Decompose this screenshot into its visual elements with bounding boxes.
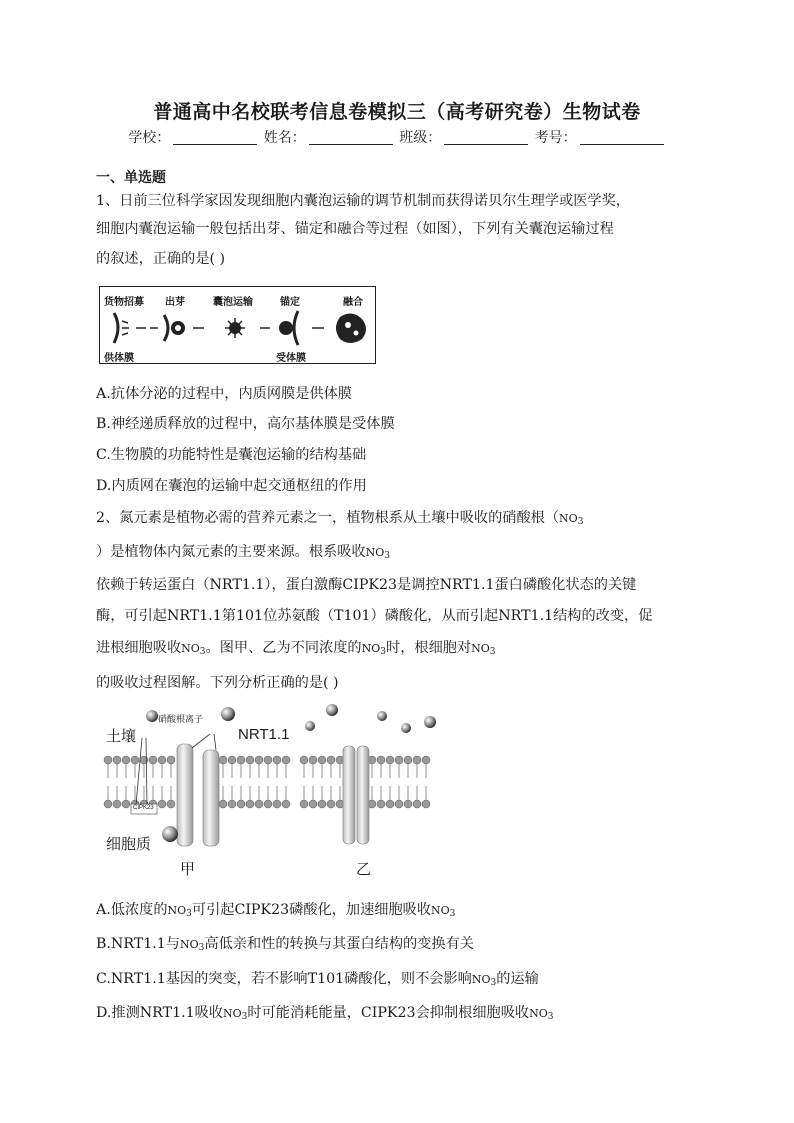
nrt-transport-figure xyxy=(100,700,440,882)
q2-option-a-part2: 可引起CIPK23磷酸化，加速细胞吸收 xyxy=(191,902,432,918)
no3-label: NO xyxy=(180,938,199,951)
q2-line1-text: 2、氮元素是植物必需的营养元素之一，植物根系从土壤中吸收的硝酸根（ xyxy=(96,510,560,526)
vesicle-transport-figure xyxy=(99,286,376,364)
q2-option-a[interactable] xyxy=(96,899,455,919)
q2-line5 xyxy=(96,637,496,657)
q1-line1: 1、日前三位科学家因发现细胞内囊泡运输的调节机制而获得诺贝尔生理学或医学奖， xyxy=(96,193,630,209)
no3-label: NO xyxy=(361,642,381,655)
q2-option-c-part2: 的运输 xyxy=(496,971,539,987)
no3-label: NO xyxy=(559,512,578,525)
no3-sub: 3 xyxy=(186,909,192,919)
q2-option-b-part2: 高低亲和性的转换与其蛋白结构的变换有关 xyxy=(204,936,474,952)
q1-option-c[interactable]: C.生物膜的功能特性是囊泡运输的结构基础 xyxy=(96,447,367,463)
no3-label: NO xyxy=(181,642,200,655)
section-title: 一、单选题 xyxy=(96,170,166,186)
no3-sub: 3 xyxy=(380,647,386,657)
fig2-label-jia: 甲 xyxy=(180,860,196,878)
q2-line5-a: 进根细胞吸收 xyxy=(96,640,182,656)
fig1-label-recruit: 货物招募 xyxy=(104,297,144,308)
q1-option-a[interactable]: A.抗体分泌的过程中，内质网膜是供体膜 xyxy=(96,386,352,402)
no3-label: NO xyxy=(167,904,187,917)
page-title: 普通高中名校联考信息卷模拟三（高考研究卷）生物试卷 xyxy=(153,101,641,123)
q2-option-d-part1: D.推测NRT1.1吸收 xyxy=(96,1005,224,1021)
no3-label: NO xyxy=(471,973,491,986)
fig1-label-bud: 出芽 xyxy=(165,297,185,308)
class-field[interactable] xyxy=(444,130,528,145)
id-label: 考号： xyxy=(534,130,577,146)
fig2-label-soil: 土壤 xyxy=(106,727,137,745)
no3-sub: 3 xyxy=(547,1012,554,1022)
no3-label: NO xyxy=(431,904,450,917)
no3-sub: 3 xyxy=(577,517,584,527)
fig1-label-acceptor: 受体膜 xyxy=(276,353,306,364)
q1-option-d[interactable]: D.内质网在囊泡的运输中起交通枢纽的作用 xyxy=(96,478,367,494)
fig1-drawing xyxy=(100,287,374,362)
student-info-row xyxy=(0,127,794,147)
no3-sub: 3 xyxy=(449,909,456,919)
q2-option-d-part2: 时可能消耗能量，CIPK23会抑制根细胞吸收 xyxy=(247,1005,530,1021)
q2-line2 xyxy=(96,541,390,561)
q2-line6: 的吸收过程图解。下列分析正确的是( ) xyxy=(96,675,339,691)
q2-line2-text: ）是植物体内氮元素的主要来源。根系吸收 xyxy=(96,544,366,560)
no3-sub: 3 xyxy=(199,647,206,657)
id-field[interactable] xyxy=(580,130,664,145)
name-field[interactable] xyxy=(309,130,393,145)
fig2-label-nrt: NRT1.1 xyxy=(238,726,290,743)
name-label: 姓名： xyxy=(263,130,306,146)
q2-line1 xyxy=(96,507,583,527)
q1-line2: 细胞内囊泡运输一般包括出芽、锚定和融合等过程（如图），下列有关囊泡运输过程 xyxy=(96,221,614,237)
no3-sub: 3 xyxy=(384,551,390,561)
no3-sub: 3 xyxy=(490,978,497,988)
school-label: 学校： xyxy=(128,130,171,146)
school-field[interactable] xyxy=(173,130,257,145)
q2-option-b-part1: B.NRT1.1与 xyxy=(96,936,180,952)
q2-line4: 酶，可引起NRT1.1第101位苏氨酸（T101）磷酸化，从而引起NRT1.1结构的改变，促 xyxy=(96,608,653,624)
class-label: 班级： xyxy=(399,130,442,146)
fig1-label-fuse: 融合 xyxy=(343,297,363,308)
no3-label: NO xyxy=(529,1007,548,1020)
q1-line3: 的叙述，正确的是( ) xyxy=(96,251,226,267)
fig2-label-yi: 乙 xyxy=(356,860,372,878)
q2-line3: 依赖于转运蛋白（NRT1.1），蛋白激酶CIPK23是调控NRT1.1蛋白磷酸化状态的关键 xyxy=(96,577,637,593)
fig1-label-anchor: 锚定 xyxy=(280,297,300,308)
fig2-label-ion: 硝酸根离子 xyxy=(158,715,204,725)
fig2-label-cipk: CIPK23 xyxy=(133,805,154,811)
fig1-label-transport: 囊泡运输 xyxy=(213,297,253,308)
q2-option-c-part1: C.NRT1.1基因的突变，若不影响T101磷酸化，则不会影响 xyxy=(96,971,472,987)
q2-option-a-part1: A.低浓度的 xyxy=(96,902,168,918)
no3-sub: 3 xyxy=(489,647,496,657)
no3-label: NO xyxy=(471,642,490,655)
q1-option-b[interactable]: B.神经递质释放的过程中，高尔基体膜是受体膜 xyxy=(96,416,395,432)
fig1-label-donor: 供体膜 xyxy=(104,353,134,364)
q2-line5-b: 。图甲、乙为不同浓度的 xyxy=(205,640,362,656)
q2-line5-c: 时，根细胞对 xyxy=(386,640,472,656)
no3-label: NO xyxy=(365,546,385,559)
q2-option-c[interactable] xyxy=(96,968,539,988)
q2-option-d[interactable] xyxy=(96,1002,553,1022)
no3-sub: 3 xyxy=(198,943,205,953)
q2-option-b[interactable] xyxy=(96,933,474,953)
fig2-label-cyto: 细胞质 xyxy=(106,835,152,853)
no3-sub: 3 xyxy=(241,1012,248,1022)
no3-label: NO xyxy=(223,1007,242,1020)
